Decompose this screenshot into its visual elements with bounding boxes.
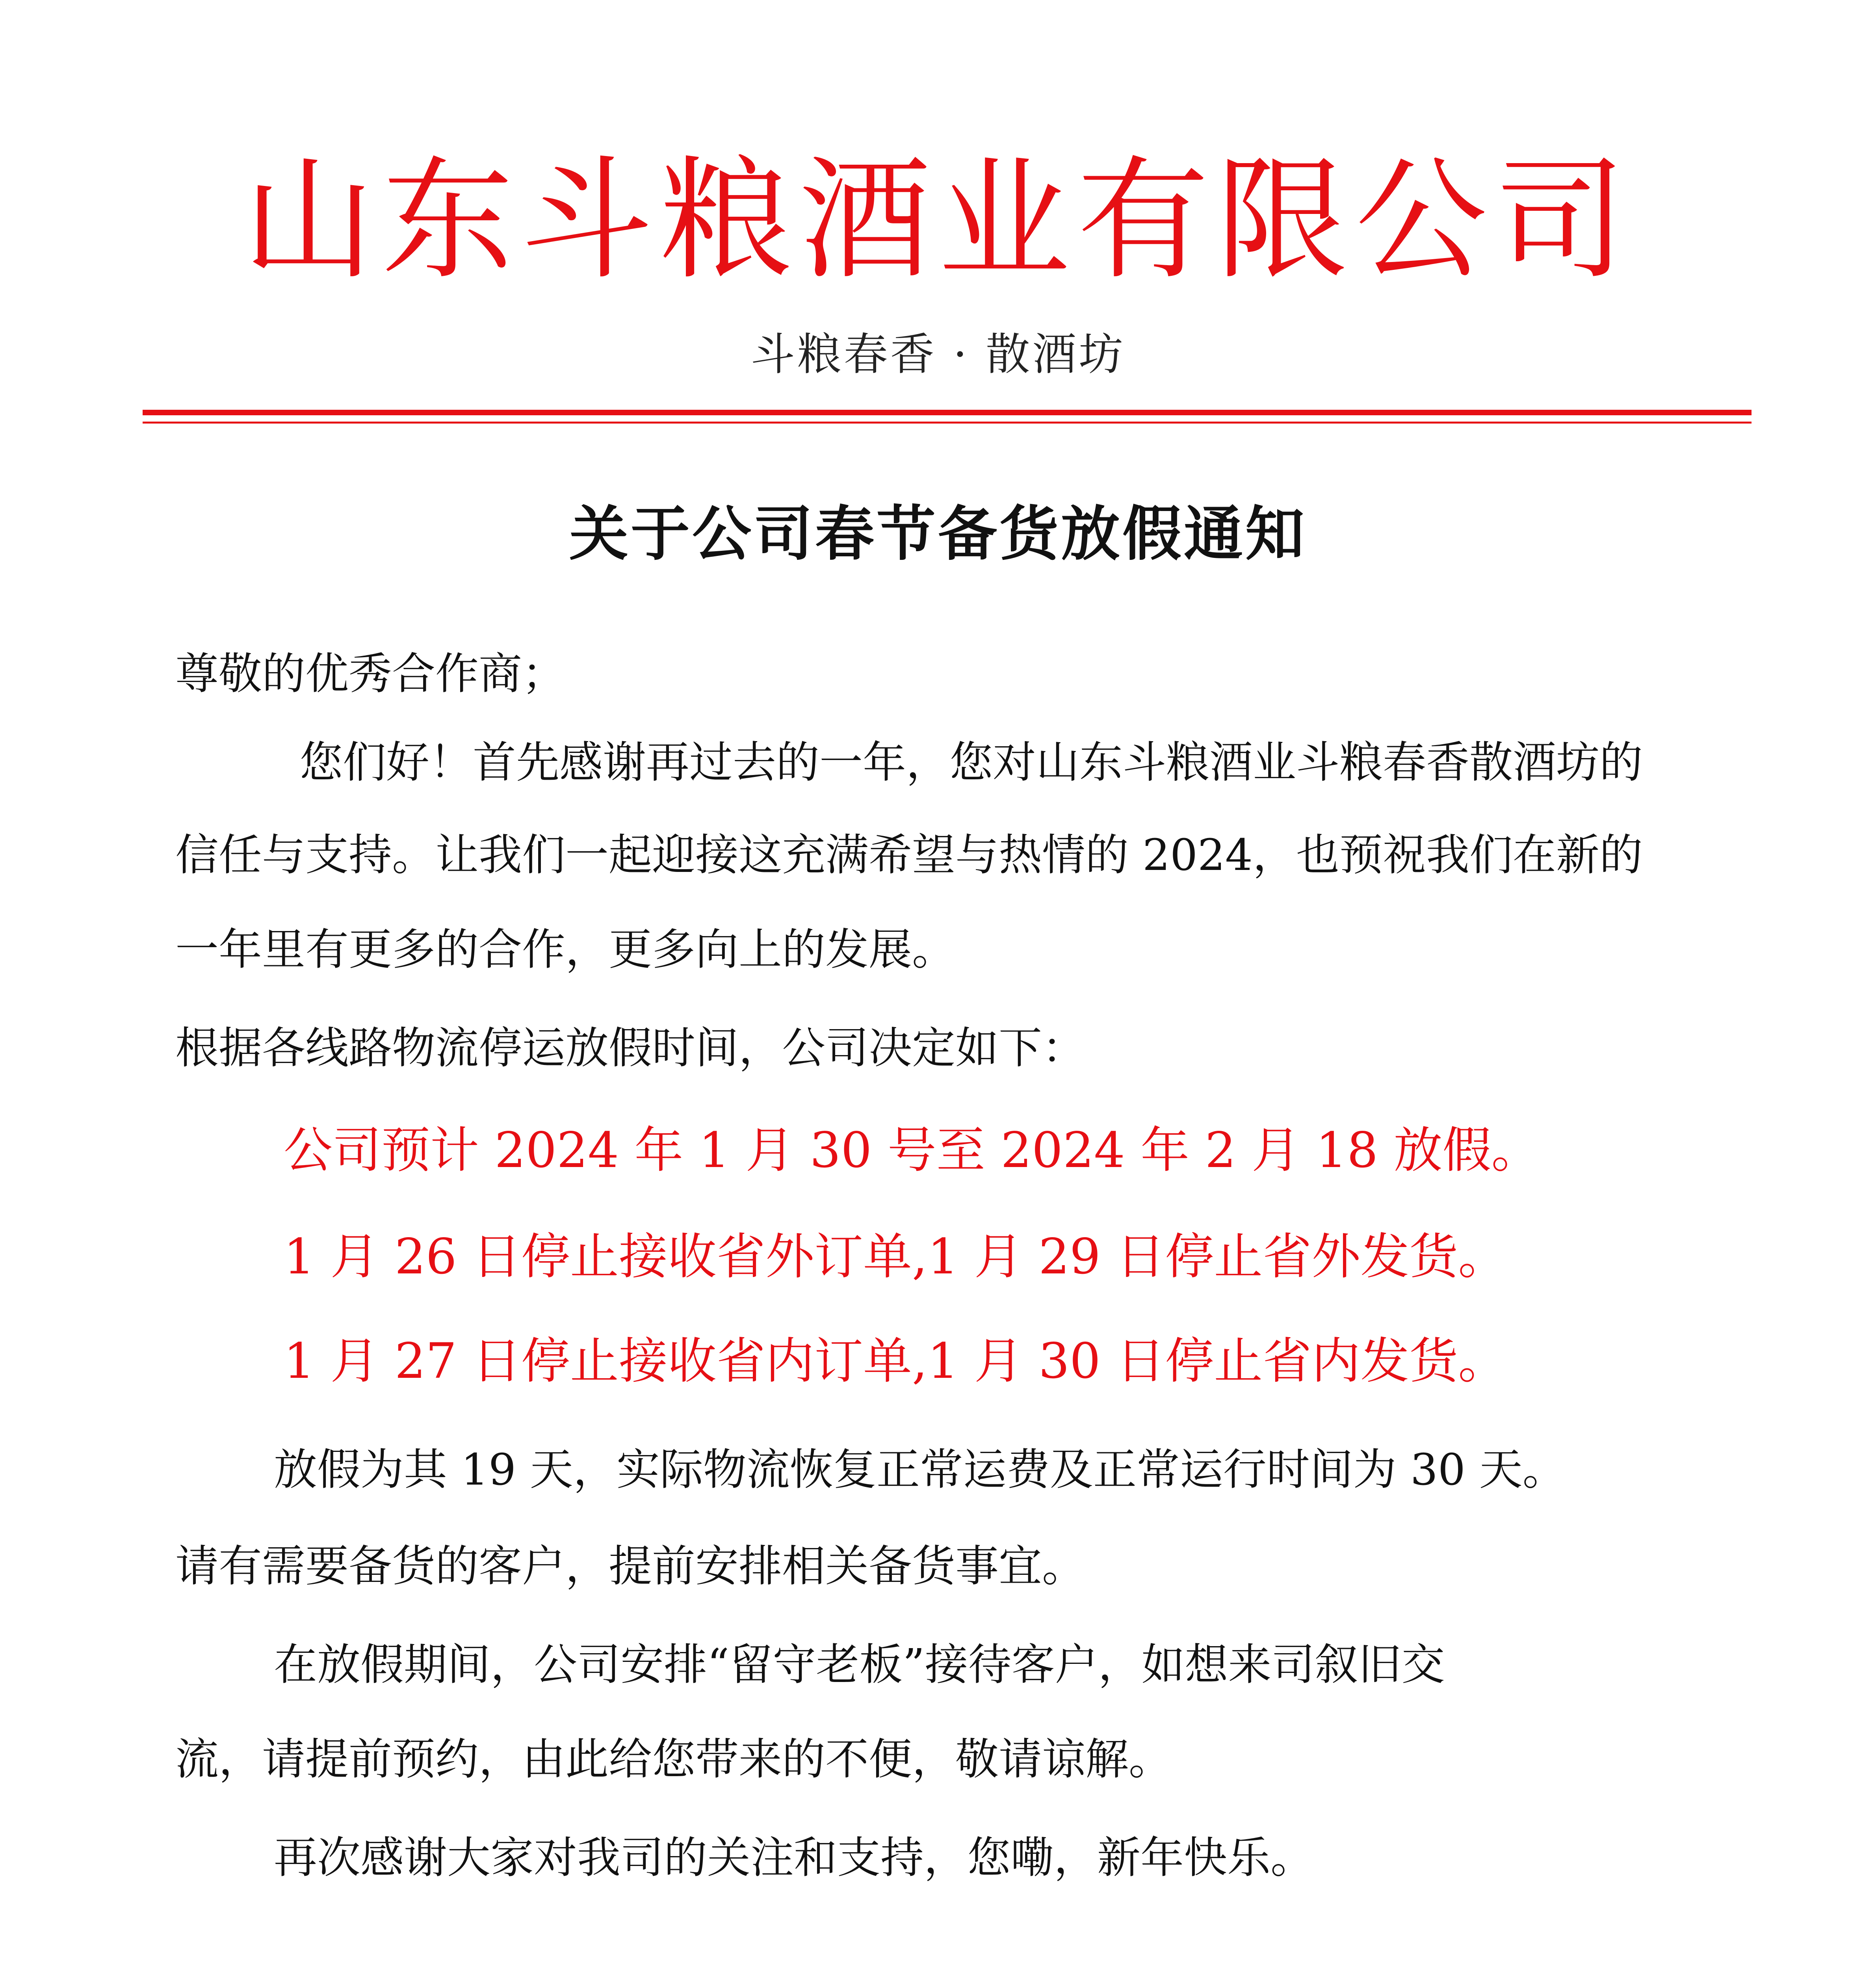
header-divider-thick <box>143 410 1752 415</box>
letterhead-company-name: 山东斗粮酒业有限公司 <box>243 144 1633 297</box>
para1-line1: 您们好！首先感谢再过去的一年，您对山东斗粮酒业斗粮春香散酒坊的 <box>299 737 1643 788</box>
para3-line1: 放假为其 19 天，实际物流恢复正常运费及正常运行时间为 30 天。 <box>274 1444 1566 1495</box>
para4-line2: 流，请提前预约，由此给您带来的不便，敬请谅解。 <box>175 1734 1172 1784</box>
letterhead-slogan: 斗粮春香 · 散酒坊 <box>750 329 1126 380</box>
schedule-line-out-of-province: 1 月 26 日停止接收省外订单,1 月 29 日停止省外发货。 <box>284 1228 1507 1285</box>
para2: 根据各线路物流停运放假时间，公司决定如下： <box>175 1023 1085 1073</box>
schedule-line-holiday: 公司预计 2024 年 1 月 30 号至 2024 年 2 月 18 放假。 <box>284 1122 1540 1179</box>
para3-line2: 请有需要备货的客户，提前安排相关备货事宜。 <box>175 1541 1085 1591</box>
notice-title: 关于公司春节备货放假通知 <box>569 499 1307 569</box>
para1-line3: 一年里有更多的合作，更多向上的发展。 <box>175 924 955 975</box>
para5: 再次感谢大家对我司的关注和支持，您嘞，新年快乐。 <box>274 1832 1314 1883</box>
header-divider-thin <box>143 422 1752 424</box>
salutation: 尊敬的优秀合作商； <box>175 649 565 699</box>
para4-line1: 在放假期间，公司安排“留守老板”接待客户，如想来司叙旧交 <box>274 1639 1445 1690</box>
para1-line2: 信任与支持。让我们一起迎接这充满希望与热情的 2024，也预祝我们在新的 <box>175 830 1643 880</box>
schedule-line-in-province: 1 月 27 日停止接收省内订单,1 月 30 日停止省内发货。 <box>284 1333 1507 1390</box>
